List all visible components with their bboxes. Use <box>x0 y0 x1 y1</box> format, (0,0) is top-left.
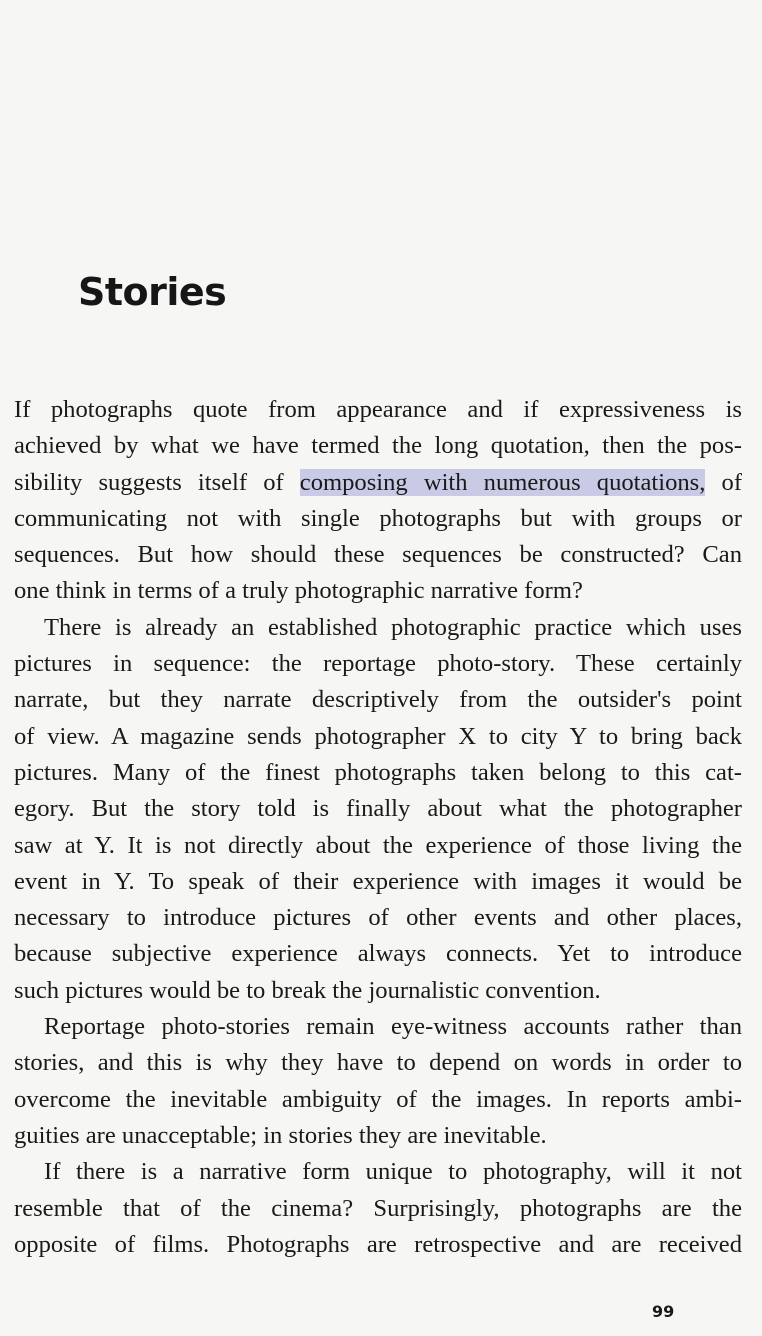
text-line-with-highlight[interactable] <box>14 465 742 501</box>
text-line[interactable]: achieved by what we have termed the long quotation, then the pos- <box>14 432 742 460</box>
text-line[interactable]: necessary to introduce pictures of other events and other places, <box>14 904 742 932</box>
text-line[interactable]: egory. But the story told is finally about what the photographer <box>14 795 742 823</box>
paragraph-start-line[interactable]: Reportage photo-stories remain eye-witness accounts rather than <box>44 1013 742 1041</box>
text-line[interactable]: of view. A magazine sends photographer X to city Y to bring back <box>14 722 742 750</box>
body-text[interactable] <box>14 392 742 1263</box>
highlighted-selection[interactable]: composing with numerous quotations, <box>299 468 706 496</box>
text-line[interactable]: communicating not with single photographs but with groups or <box>14 504 742 532</box>
text-line[interactable]: If photographs quote from appearance and if expressiveness is <box>14 396 742 423</box>
text-line[interactable]: opposite of films. Photographs are retrospective and are received <box>14 1230 742 1258</box>
text-line[interactable]: because subjective experience always connects. Yet to introduce <box>14 940 742 968</box>
text-line[interactable]: guities are unacceptable; in stories they are inevitable. <box>14 1121 547 1149</box>
text-segment[interactable]: of <box>705 468 742 496</box>
text-line[interactable]: resemble that of the cinema? Surprisingly, photographs are the <box>14 1194 742 1222</box>
paragraph-start-line[interactable]: If there is a narrative form unique to photography, will it not <box>44 1158 742 1186</box>
text-line[interactable]: sequences. But how should these sequences be constructed? Can <box>14 541 742 569</box>
text-line[interactable]: one think in terms of a truly photographic narrative form? <box>14 577 583 605</box>
text-line[interactable]: pictures in sequence: the reportage photo-story. These certainly <box>14 650 742 678</box>
page-number: 99 <box>652 1302 675 1321</box>
text-line[interactable]: narrate, but they narrate descriptively from the outsider's point <box>14 686 742 714</box>
text-line[interactable]: stories, and this is why they have to depend on words in order to <box>14 1049 742 1077</box>
chapter-title: Stories <box>78 270 227 314</box>
text-line[interactable]: pictures. Many of the finest photographs taken belong to this cat- <box>14 758 742 786</box>
paragraph-start-line[interactable]: There is already an established photographic practice which uses <box>44 613 742 641</box>
text-line[interactable]: event in Y. To speak of their experience with images it would be <box>14 867 742 895</box>
text-line[interactable]: such pictures would be to break the journalistic convention. <box>14 976 601 1004</box>
text-line[interactable]: saw at Y. It is not directly about the experience of those living the <box>14 831 742 859</box>
text-segment[interactable]: sibility suggests itself of <box>14 468 300 496</box>
text-line[interactable]: overcome the inevitable ambiguity of the images. In reports ambi- <box>14 1085 742 1113</box>
